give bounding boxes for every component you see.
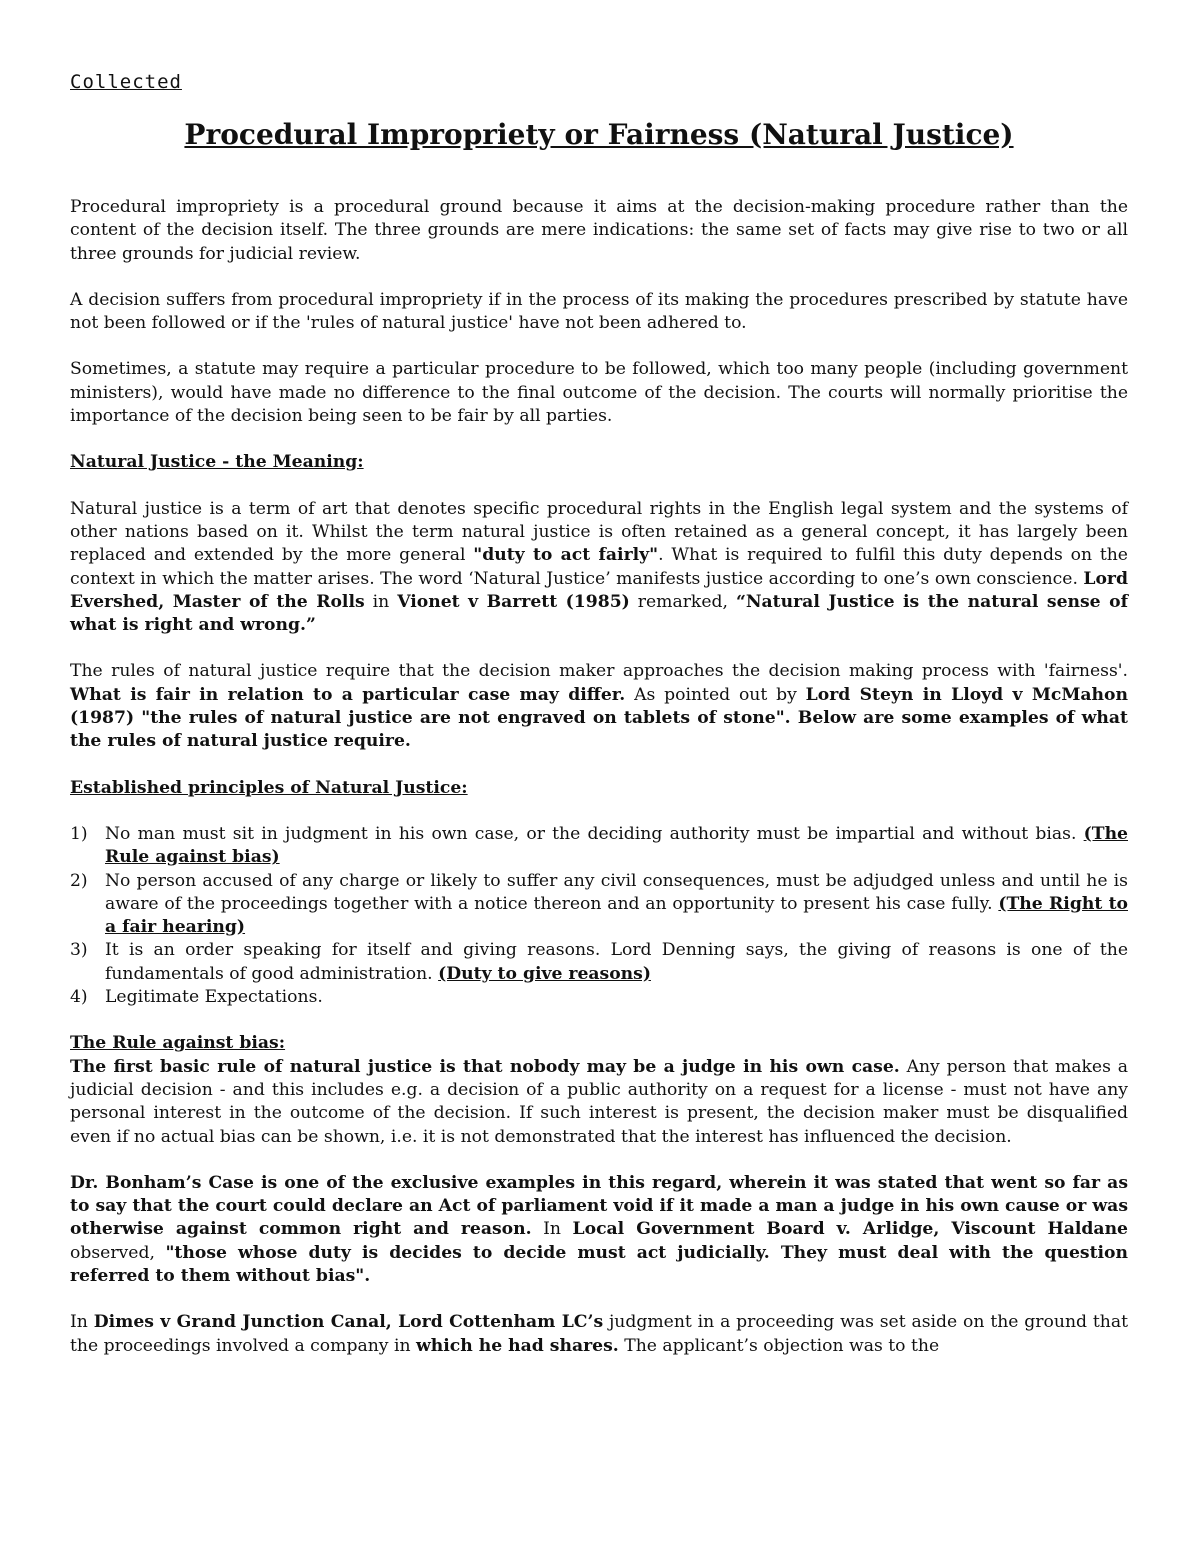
meaning-paragraph-2 [70, 660, 1128, 753]
list-number: 2) [70, 870, 88, 891]
bias-text: observed, [70, 1242, 166, 1263]
list-item-tag: (The Right to a fair hearing) [105, 893, 1128, 938]
list-item [70, 823, 1128, 870]
bias-heading: The Rule against bias: [70, 1033, 286, 1054]
meaning-text: The rules of natural justice require that the decision maker approaches the decision making process with 'fairness'. [70, 661, 1128, 682]
list-item-text: It is an order speaking for itself and giving reasons. Lord Denning says, the giving of reasons is one of the fundamentals of good administration. [105, 940, 1128, 984]
bias-paragraph-1 [70, 1056, 1128, 1149]
list-number: 3) [70, 940, 88, 961]
list-item-text: Legitimate Expectations. [105, 987, 323, 1008]
bias-paragraph-3 [70, 1311, 1128, 1358]
bias-text: The applicant’s objection was to the [618, 1335, 940, 1356]
haldane-quote: "those whose duty is decides to decide must act judicially. They must deal with the question referred to them without bias". [70, 1242, 1128, 1286]
list-number: 1) [70, 823, 88, 844]
case-vionet-v-barrett: Vionet v Barrett (1985) [397, 591, 630, 612]
principles-heading: Established principles of Natural Justice: [70, 777, 468, 798]
meaning-paragraph-1 [70, 498, 1128, 638]
intro-paragraph-1: Procedural impropriety is a procedural ground because it aims at the decision-making procedure rather than the content of the decision itself. The three grounds are mere indications: the same set of facts may give rise to two or all three grounds for judicial review. [70, 197, 1128, 264]
meaning-text: As pointed out by [625, 684, 806, 705]
meaning-text: . What is required to fulfil this duty depends on the context in which the matter arises. The word ‘Natural Justice’ manifests justice according to one’s own conscience. [70, 545, 1128, 589]
bias-paragraph-2 [70, 1172, 1128, 1288]
meaning-heading: Natural Justice - the Meaning: [70, 452, 364, 473]
fairness-differs: What is fair in relation to a particular case may differ. [70, 684, 626, 705]
list-item-tag: (Duty to give reasons) [438, 963, 651, 984]
case-dimes: Dimes v Grand Junction Canal, Lord Cottenham LC’s [93, 1312, 604, 1333]
bias-text: judgment in a proceeding was set aside on the ground that the proceedings involved a company in [70, 1312, 1128, 1356]
bonham-case: Dr. Bonham’s Case is one of the exclusive examples in this regard, wherein it was stated that went so far as to say that the court could declare an Act of parliament void if it made a man a judge in his own cause or was otherwise against common right and reason. [70, 1172, 1128, 1240]
list-item [70, 986, 1128, 1009]
list-number: 4) [70, 987, 88, 1008]
had-shares: which he had shares. [415, 1335, 619, 1356]
principles-list [70, 823, 1128, 1009]
lord-steyn-quote: Lord Steyn in Lloyd v McMahon (1987) "the rules of natural justice are not engraved on tablets of stone". Below are some examples of what the rules of natural justice require. [70, 684, 1128, 752]
document-title: Procedural Impropriety or Fairness (Natural Justice) [184, 118, 1014, 151]
duty-to-act-fairly: "duty to act fairly" [473, 545, 659, 566]
list-item [70, 870, 1128, 940]
document-page [70, 70, 1128, 1381]
first-basic-rule: The first basic rule of natural justice is that nobody may be a judge in his own case. [70, 1056, 900, 1077]
collected-label: Collected [70, 71, 182, 93]
meaning-text: remarked, [629, 591, 736, 612]
intro-paragraph-3: Sometimes, a statute may require a particular procedure to be followed, which too many people (including government ministers), would have made no difference to the final outcome of the decision. The courts will normally prioritise the importance of the decision being seen to be fair by all parties. [70, 359, 1128, 427]
lord-evershed: Lord Evershed, Master of the Rolls [70, 568, 1128, 612]
list-item-tag: (The Rule against bias) [105, 823, 1128, 868]
evershed-quote: “Natural Justice is the natural sense of what is right and wrong.” [70, 591, 1128, 636]
case-arlidge: Local Government Board v. Arlidge, Viscount Haldane [572, 1219, 1128, 1240]
meaning-text: Natural justice is a term of art that denotes specific procedural rights in the English legal system and the systems of other nations based on it. Whilst the term natural justice is often retained as a general concept, it has largely been replaced and extended by the more general [70, 498, 1128, 566]
bias-text: In [70, 1312, 94, 1333]
list-item [70, 939, 1128, 986]
meaning-text: in [364, 591, 398, 612]
list-item-text: No man must sit in judgment in his own case, or the deciding authority must be impartial and without bias. [105, 823, 1084, 844]
bias-text: In [531, 1219, 573, 1240]
intro-paragraph-2: A decision suffers from procedural impropriety if in the process of its making the procedures prescribed by statute have not been followed or if the 'rules of natural justice' have not been adhered to. [70, 289, 1128, 334]
bias-text: Any person that makes a judicial decision - and this includes e.g. a decision of a public authority on a request for a license - must not have any personal interest in the outcome of the decision. If such interest is present, the decision maker must be disqualified even if no actual bias can be shown, i.e. it is not demonstrated that the interest has influenced the decision. [70, 1056, 1128, 1147]
list-item-text: No person accused of any charge or likely to suffer any civil consequences, must be adjudged unless and until he is aware of the proceedings together with a notice thereon and an opportunity to present his case fully. [105, 870, 1128, 914]
